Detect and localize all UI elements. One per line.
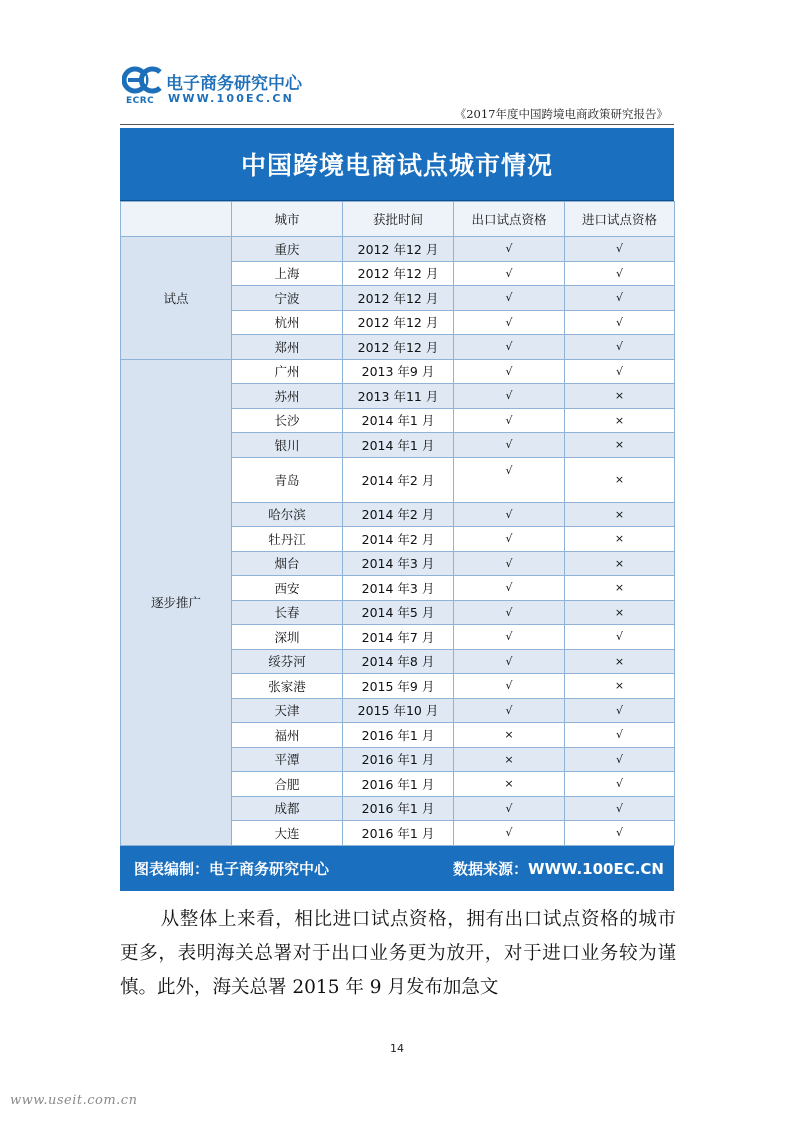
header-divider <box>120 124 674 125</box>
report-title: 《2017年度中国跨境电商政策研究报告》 <box>454 107 668 121</box>
date-cell: 2016 年1 月 <box>343 723 454 748</box>
group-label: 试点 <box>121 237 232 360</box>
export-status-cell: √ <box>454 237 565 262</box>
export-status-cell: √ <box>454 649 565 674</box>
date-cell: 2014 年7 月 <box>343 625 454 650</box>
date-cell: 2012 年12 月 <box>343 261 454 286</box>
import-status-cell: √ <box>565 723 675 748</box>
import-status-cell: × <box>565 674 675 699</box>
import-status-cell: × <box>565 576 675 601</box>
import-status-cell: × <box>565 551 675 576</box>
date-cell: 2012 年12 月 <box>343 310 454 335</box>
import-status-cell: × <box>565 457 675 502</box>
import-status-cell: √ <box>565 286 675 311</box>
import-status-cell: × <box>565 384 675 409</box>
city-cell: 广州 <box>232 359 343 384</box>
city-cell: 合肥 <box>232 772 343 797</box>
import-status-cell: √ <box>565 625 675 650</box>
export-status-cell: √ <box>454 625 565 650</box>
group-label: 逐步推广 <box>121 359 232 845</box>
city-cell: 上海 <box>232 261 343 286</box>
date-cell: 2016 年1 月 <box>343 796 454 821</box>
export-status-cell: × <box>454 747 565 772</box>
table-header-row <box>121 202 675 237</box>
import-status-cell: √ <box>565 747 675 772</box>
column-header <box>121 202 232 237</box>
body-paragraph <box>120 903 676 1005</box>
date-cell: 2012 年12 月 <box>343 237 454 262</box>
table-row <box>121 359 675 384</box>
import-status-cell: × <box>565 433 675 458</box>
page-number: 14 <box>390 1042 404 1055</box>
import-status-cell: √ <box>565 698 675 723</box>
city-cell: 成都 <box>232 796 343 821</box>
ec-logo-icon <box>122 66 164 94</box>
date-cell: 2015 年10 月 <box>343 698 454 723</box>
import-status-cell: √ <box>565 359 675 384</box>
column-header-import: 进口试点资格 <box>565 202 675 237</box>
city-cell: 青岛 <box>232 457 343 502</box>
export-status-cell: √ <box>454 310 565 335</box>
body-paragraph-text: 从整体上来看，相比进口试点资格，拥有出口试点资格的城市更多，表明海关总署对于出口业务更为放开，对于进口业务较为谨慎。此外，海关总署 2015 年 9 月发布加急文 <box>120 909 676 998</box>
date-cell: 2014 年5 月 <box>343 600 454 625</box>
city-cell: 张家港 <box>232 674 343 699</box>
city-cell: 大连 <box>232 821 343 846</box>
import-status-cell: × <box>565 502 675 527</box>
figure-compiler: 图表编制：电子商务研究中心 <box>134 859 330 878</box>
column-header-date: 获批时间 <box>343 202 454 237</box>
city-cell: 银川 <box>232 433 343 458</box>
export-status-cell: √ <box>454 576 565 601</box>
date-cell: 2016 年1 月 <box>343 772 454 797</box>
logo-url: WWW.100EC.CN <box>168 92 295 105</box>
date-cell: 2014 年3 月 <box>343 576 454 601</box>
city-cell: 牡丹江 <box>232 527 343 552</box>
export-status-cell: √ <box>454 433 565 458</box>
city-cell: 重庆 <box>232 237 343 262</box>
export-status-cell: √ <box>454 674 565 699</box>
date-cell: 2014 年1 月 <box>343 433 454 458</box>
export-status-cell: √ <box>454 551 565 576</box>
import-status-cell: √ <box>565 237 675 262</box>
export-status-cell: × <box>454 772 565 797</box>
import-status-cell: √ <box>565 796 675 821</box>
city-cell: 长春 <box>232 600 343 625</box>
logo-name: 电子商务研究中心 <box>166 74 302 94</box>
city-cell: 深圳 <box>232 625 343 650</box>
export-status-cell: √ <box>454 698 565 723</box>
date-cell: 2015 年9 月 <box>343 674 454 699</box>
city-cell: 西安 <box>232 576 343 601</box>
export-status-cell: √ <box>454 457 565 502</box>
logo-abbr: ECRC <box>126 96 155 106</box>
export-status-cell: √ <box>454 408 565 433</box>
export-status-cell: √ <box>454 261 565 286</box>
table-row <box>121 237 675 262</box>
import-status-cell: × <box>565 408 675 433</box>
import-status-cell: √ <box>565 772 675 797</box>
import-status-cell: √ <box>565 335 675 360</box>
watermark: www.useit.com.cn <box>10 1093 138 1108</box>
city-cell: 哈尔滨 <box>232 502 343 527</box>
export-status-cell: √ <box>454 600 565 625</box>
import-status-cell: √ <box>565 310 675 335</box>
city-cell: 平潭 <box>232 747 343 772</box>
import-status-cell: √ <box>565 821 675 846</box>
city-cell: 福州 <box>232 723 343 748</box>
column-header-city: 城市 <box>232 202 343 237</box>
city-cell: 天津 <box>232 698 343 723</box>
export-status-cell: × <box>454 723 565 748</box>
export-status-cell: √ <box>454 286 565 311</box>
date-cell: 2016 年1 月 <box>343 821 454 846</box>
date-cell: 2014 年2 月 <box>343 527 454 552</box>
city-cell: 长沙 <box>232 408 343 433</box>
import-status-cell: √ <box>565 261 675 286</box>
date-cell: 2013 年11 月 <box>343 384 454 409</box>
export-status-cell: √ <box>454 384 565 409</box>
import-status-cell: × <box>565 527 675 552</box>
date-cell: 2012 年12 月 <box>343 286 454 311</box>
date-cell: 2013 年9 月 <box>343 359 454 384</box>
city-cell: 杭州 <box>232 310 343 335</box>
pilot-cities-table <box>120 201 675 846</box>
export-status-cell: √ <box>454 359 565 384</box>
export-status-cell: √ <box>454 502 565 527</box>
city-cell: 郑州 <box>232 335 343 360</box>
ecrc-logo <box>122 66 322 108</box>
date-cell: 2014 年2 月 <box>343 457 454 502</box>
city-cell: 宁波 <box>232 286 343 311</box>
figure-source: 数据来源：WWW.100EC.CN <box>453 859 664 878</box>
date-cell: 2014 年8 月 <box>343 649 454 674</box>
import-status-cell: × <box>565 600 675 625</box>
export-status-cell: √ <box>454 821 565 846</box>
date-cell: 2014 年1 月 <box>343 408 454 433</box>
city-cell: 绥芬河 <box>232 649 343 674</box>
date-cell: 2016 年1 月 <box>343 747 454 772</box>
figure-footer <box>120 846 674 891</box>
pilot-cities-figure <box>120 128 674 886</box>
date-cell: 2014 年2 月 <box>343 502 454 527</box>
date-cell: 2014 年3 月 <box>343 551 454 576</box>
column-header-export: 出口试点资格 <box>454 202 565 237</box>
figure-banner-title: 中国跨境电商试点城市情况 <box>120 128 674 201</box>
import-status-cell: × <box>565 649 675 674</box>
export-status-cell: √ <box>454 796 565 821</box>
city-cell: 苏州 <box>232 384 343 409</box>
export-status-cell: √ <box>454 527 565 552</box>
export-status-cell: √ <box>454 335 565 360</box>
date-cell: 2012 年12 月 <box>343 335 454 360</box>
city-cell: 烟台 <box>232 551 343 576</box>
table-body <box>121 237 675 846</box>
